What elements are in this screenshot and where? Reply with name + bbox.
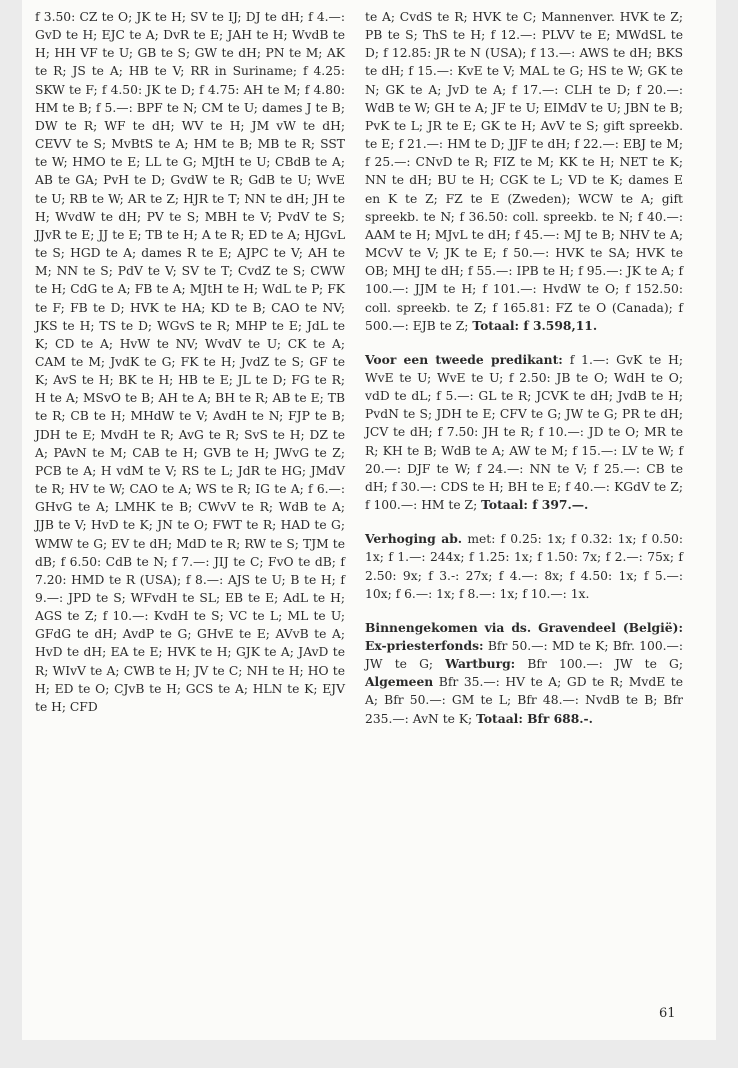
donation-list-total: Totaal: f 3.598,11.	[472, 317, 598, 333]
section-wartburg-text: Bfr 100.—: JW te G;	[527, 657, 683, 672]
donation-list-end	[365, 8, 683, 335]
page-number: 61	[659, 1006, 676, 1021]
section-wartburg-heading: Wartburg:	[445, 656, 516, 672]
section-tweede-predikant-heading: Voor een tweede predikant:	[365, 351, 563, 367]
donation-list-continued: f 3.50: CZ te O; JK te H; SV te IJ; DJ te dH; f 4.—: GvD te H; EJC te A; DvR te E; JAH te H; WvdB te H; HH VF te U; GB te S; GW te dH; PN te M; AK te R; JS te A; HB te V; RR in Suriname; f 4.25: SKW te F; f 4.50: JK te D; f 4.75: AH te M; f 4.80: HM te B; f 5.—: BPF te N; CM te U; dames J te B; DW te R; WF te dH; WV te H; JM vW te dH; CEVV te S; MvBtS te A; HM te B; MB te R; SST te W; HMO te E; LL te G; MJtH te U; CBdB te A; AB te GA; PvH te D; GvdW te R; GdB te U; WvE te U; RB te W; AR te Z; HJR te T; NN te dH; JH te H; WvdW te dH; PV te S; MBH te V; PvdV te S; JJvR te E; JJ te E; TB te H; A te R; ED te A; HJGvL te S; HGD te A; dames R te E; AJPC te V; AH te M; NN te S; PdV te V; SV te T; CvdZ te S; CWW te H; CdG te A; FB te A; MJtH te H; WdL te P; FK te F; FB te D; HVK te HA; KD te B; CAO te NV; JKS te H; TS te D; WGvS te R; MHP te E; JdL te K; CD te A; HvW te NV; WvdV te U; CK te A; CAM te M; JvdK te G; FK te H; JvdZ te S; GF te K; AvS te H; BK te H; HB te E; JL te D; FG te R; H te A; MSvO te B; AH te A; BH te R; AB te E; TB te R; CB te H; MHdW te V; AvdH te N; FJP te B; JDH te E; MvdH te R; AvG te R; SvS te H; DZ te A; PAvN te M; CAB te H; GVB te H; JWvG te Z; PCB te A; H vdM te V; RS te L; JdR te HG; JMdV te R; HV te W; CAO te A; WS te R; IG te A; f 6.—: GHvG te A; LMHK te B; CWvV te R; WdB te A; JJB te V; HvD te K; JN te O; FWT te R; HAD te G; WMW te G; EV te dH; MdD te R; RW te S; TJM te dB; f 6.50: CdB te N; f 7.—: JIJ te C; FvO te dB; f 7.20: HMD te R (USA); f 8.—: AJS te U; B te H; f 9.—: JPD te S; WFvdH te SL; EB te E; AdL te H; AGS te Z; f 10.—: KvdH te S; VC te L; ML te U; GFdG te dH; AvdP te G; GHvE te E; AVvB te A; HvD te dH; EA te E; HVK te H; GJK te A; JAvD te R; WIvV te A; CWB te H; JV te C; NH te H; HO te H; ED te O; CJvB te H; GCS te A; HLN te K; EJV te H; CFD	[35, 10, 345, 714]
section-verhoging-heading: Verhoging ab.	[365, 531, 463, 547]
section-algemeen-heading: Algemeen	[365, 674, 434, 690]
section-binnengekomen-total: Totaal: Bfr 688.-.	[476, 710, 593, 726]
section-ex-priesterfonds-heading: Ex-priesterfonds:	[365, 638, 484, 653]
right-column	[365, 8, 683, 728]
left-column	[35, 8, 345, 716]
section-binnengekomen	[365, 619, 683, 728]
section-binnengekomen-heading: Binnengekomen via ds. Gravendeel (België):	[365, 619, 683, 635]
section-tweede-predikant-total: Totaal: f 397.—.	[481, 497, 589, 513]
donation-list-end-text: te A; CvdS te R; HVK te C; Mannenver. HVK te Z; PB te S; ThS te H; f 12.—: PLVV te E; MWdSL te D; f 12.85: JR te N (USA); f 13.—: AWS te dH; BKS te dH; f 15.—: KvE te V; MAL te G; HS te W; GK te N; GK te A; JvD te A; f 17.—: CLH te D; f 20.—: WdB te W; GH te A; JF te U; EIMdV te U; JBN te B; PvK te L; JR te E; GK te H; AvV te S; gift spreekb. te E; f 21.—: HM te D; JJF te dH; f 22.—: EBJ te M; f 25.—: CNvD te R; FIZ te M; KK te H; NET te K; NN te dH; BU te H; CGK te L; VD te K; dames E en K te Z; FZ te E (Zweden); WCW te A; gift spreekb. te N; f 36.50: coll. spreekb. te N; f 40.—: AAM te H; MJvL te dH; f 45.—: MJ te B; NHV te A; MCvV te V; JK te E; f 50.—: HVK te SA; HVK te OB; MHJ te dH; f 55.—: IPB te H; f 95.—: JK te A; f 100.—: JJM te H; f 101.—: HvdW te O; f 152.50: coll. spreekb. te Z; f 165.81: FZ te O (Canada); f 500.—: EJB te Z;	[365, 10, 683, 333]
section-tweede-predikant-text: f 1.—: GvK te H; WvE te U; WvE te U; f 2.50: JB te O; WdH te O; vdD te dL; f 5.—: GL te R; JCVK te dH; JvdB te H; PvdN te S; JDH te E; CFV te G; JW te G; PR te dH; JCV te dH; f 7.50: JH te R; f 10.—: JD te O; MR te R; KH te B; WdB te A; AW te M; f 15.—: LV te W; f 20.—: DJF te W; f 24.—: NN te V; f 25.—: CB te dH; f 30.—: CDS te H; BH te E; f 40.—: KGdV te Z; f 100.—: HM te Z;	[365, 352, 683, 513]
section-verhoging	[365, 530, 683, 603]
section-algemeen-text: Bfr 35.—: HV te A; GD te R; MvdE te A; Bfr 50.—: GM te L; Bfr 48.—: NvdB te B; Bfr 235.—: AvN te K;	[365, 675, 683, 726]
document-page	[22, 0, 716, 1040]
section-ex-priesterfonds-text: Bfr 50.—: MD te K; Bfr. 100.—: JW te G;	[365, 639, 683, 672]
section-tweede-predikant	[365, 351, 683, 514]
section-verhoging-text: met: f 0.25: 1x; f 0.32: 1x; f 0.50: 1x; f 1.—: 244x; f 1.25: 1x; f 1.50: 7x; f 2.—: 75x; f 2.50: 9x; f 3.-: 27x; f 4.—: 8x; f 4.50: 1x; f 5.—: 10x; f 6.—: 1x; f 8.—: 1x; f 10.—: 1x.	[365, 532, 683, 601]
